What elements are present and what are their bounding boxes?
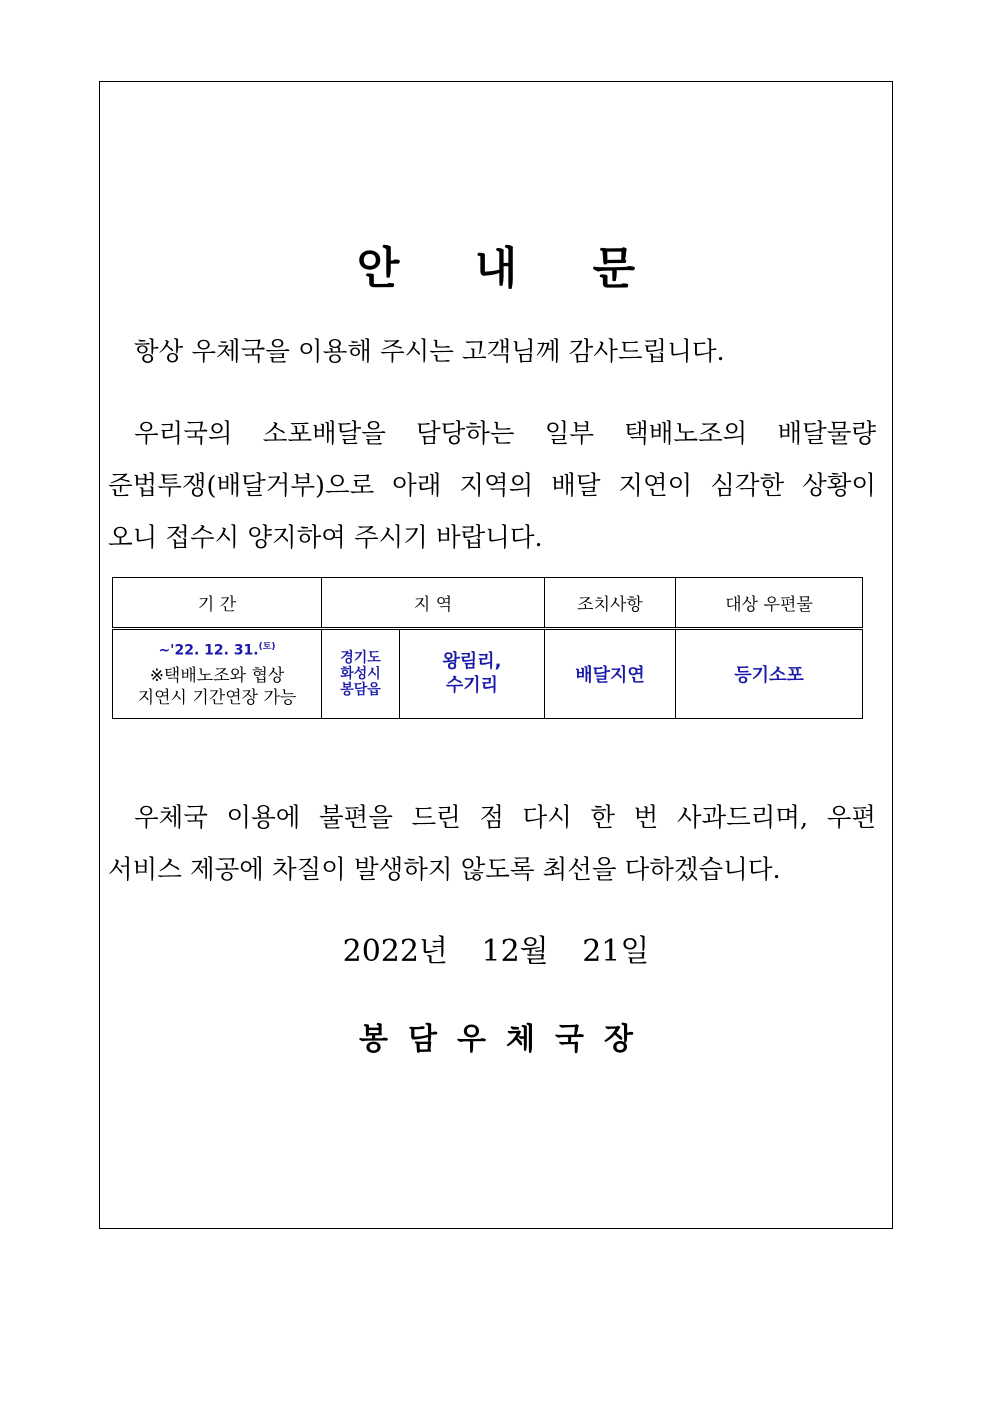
region-area-line-2: 화성시 — [340, 666, 381, 682]
greeting-line: 항상 우체국을 이용해 주시는 고객님께 감사드립니다. — [134, 337, 725, 367]
notice-paragraph — [108, 408, 876, 564]
apology-line-1: 우체국 이용에 불편을 드린 점 다시 한 번 사과드리며, 우편 — [134, 803, 876, 833]
date-month: 12월 — [481, 934, 549, 969]
date-year: 2022년 — [342, 934, 448, 969]
target-cell: 등기소포 — [676, 629, 863, 719]
table-row — [113, 629, 863, 719]
period-note-line-1: ※택배노조와 협상 — [149, 665, 285, 686]
signature: 봉담우체국장 — [359, 1022, 653, 1057]
notice-line-3: 오니 접수시 양지하여 주시기 바랍니다. — [108, 523, 543, 553]
apology-line-2: 서비스 제공에 차질이 발생하지 않도록 최선을 다하겠습니다. — [108, 855, 781, 885]
delay-info-table — [112, 577, 863, 719]
header-action: 조치사항 — [545, 578, 676, 629]
table-header-row — [113, 578, 863, 629]
notice-line-2: 준법투쟁(배달거부)으로 아래 지역의 배달 지연이 심각한 상황이 — [108, 471, 876, 501]
region-area-line-1: 경기도 — [340, 650, 381, 666]
greeting-paragraph — [108, 326, 876, 378]
region-villages-cell — [400, 629, 545, 719]
apology-paragraph — [108, 792, 876, 896]
region-villages-line-1: 왕림리, — [442, 651, 502, 672]
header-region: 지 역 — [322, 578, 545, 629]
region-area-line-3: 봉담읍 — [340, 682, 381, 698]
document-title: 안 내 문 — [356, 243, 666, 294]
period-note-line-2: 지연시 기간연장 가능 — [137, 687, 297, 708]
period-cell — [113, 629, 322, 719]
region-villages-line-2: 수기리 — [445, 675, 499, 696]
period-day: (토) — [258, 642, 276, 653]
date-day: 21일 — [582, 934, 650, 969]
region-area-cell — [322, 629, 400, 719]
document-date — [0, 926, 992, 970]
header-period: 기 간 — [113, 578, 322, 629]
header-target: 대상 우편물 — [676, 578, 863, 629]
period-date: ~'22. 12. 31.$^{(토)}$ — [158, 642, 276, 659]
notice-line-1: 우리국의 소포배달을 담당하는 일부 택배노조의 배달물량 — [134, 419, 876, 449]
action-cell: 배달지연 — [545, 629, 676, 719]
period-note — [113, 665, 321, 709]
